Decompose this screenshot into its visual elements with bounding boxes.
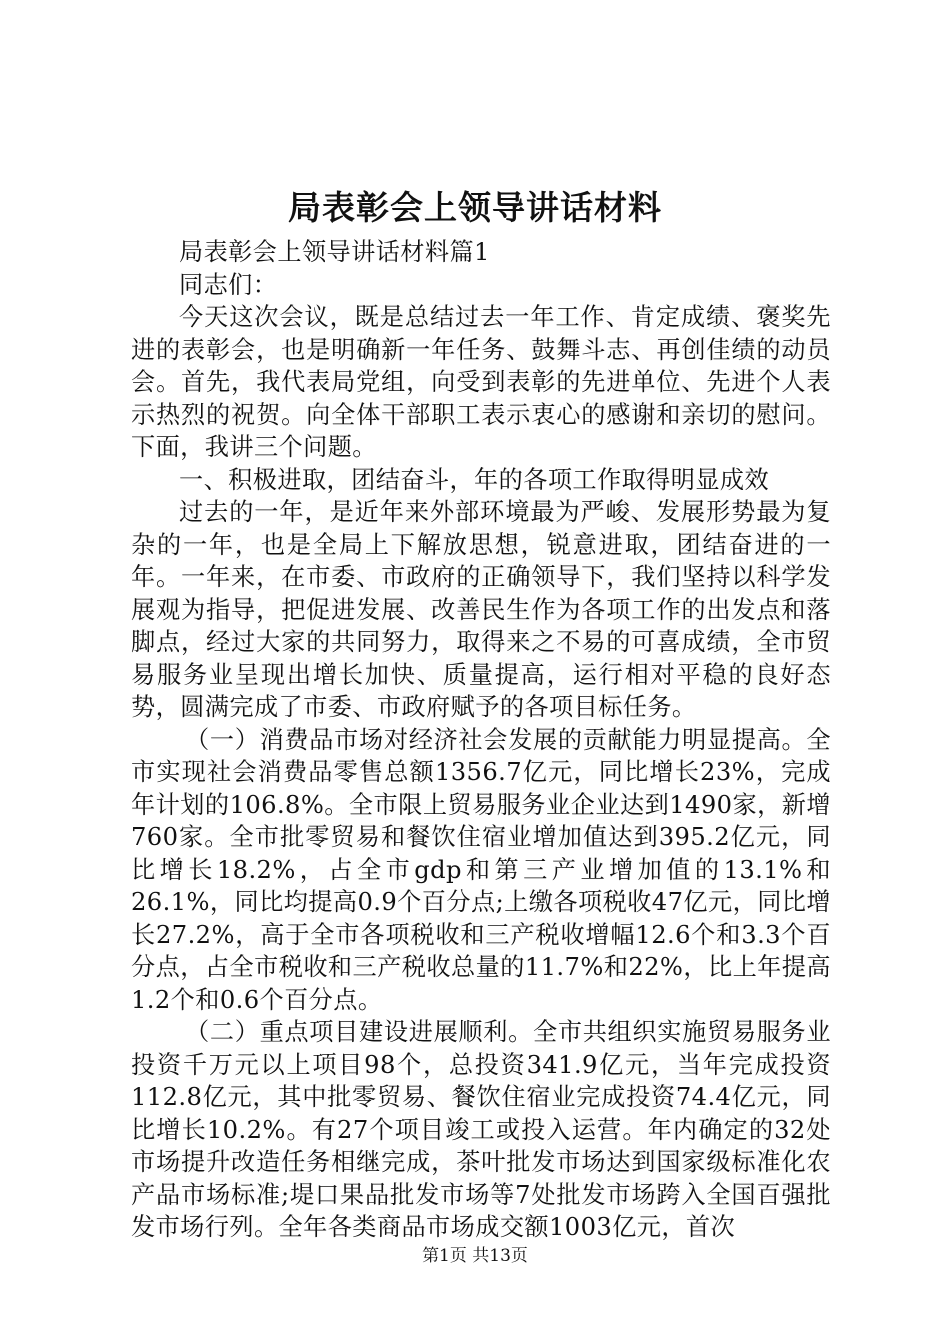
document-title: 局表彰会上领导讲话材料: [288, 188, 662, 227]
greeting: 同志们：: [179, 270, 278, 299]
paragraph-key-projects: （二）重点项目建设进展顺利。全市共组织实施贸易服务业投资千万元以上项目98个，总投资341.9亿元，当年完成投资112.8亿元，其中批零贸易、餐饮住宿业完成投资74.4亿元，同比增长10.2%。有27个项目竣工或投入运营。年内确定的32处市场提升改造任务相继完成，茶叶批发市场达到国家级标准化农产品市场标准;堤口果品批发市场等7处批发市场跨入全国百强批发市场行列。全年各类商品市场成交额1003亿元，首次: [131, 1018, 831, 1241]
document-subtitle: 局表彰会上领导讲话材料篇1: [179, 238, 490, 266]
paragraph-review: 过去的一年，是近年来外部环境最为严峻、发展形势最为复杂的一年，也是全局上下解放思想，锐意进取，团结奋进的一年。一年来，在市委、市政府的正确领导下，我们坚持以科学发展观为指导，把促进发展、改善民生作为各项工作的出发点和落脚点，经过大家的共同努力，取得来之不易的可喜成绩，全市贸易服务业呈现出增长加快、质量提高，运行相对平稳的良好态势，圆满完成了市委、市政府赋予的各项目标任务。: [131, 498, 831, 721]
document-body: [131, 236, 831, 1244]
section-heading-1: 一、积极进取，团结奋斗，年的各项工作取得明显成效: [179, 465, 770, 494]
paragraph-consumer-market: （一）消费品市场对经济社会发展的贡献能力明显提高。全市实现社会消费品零售总额1356.7亿元，同比增长23%，完成年计划的106.8%。全市限上贸易服务业企业达到1490家，新增760家。全市批零贸易和餐饮住宿业增加值达到395.2亿元，同比增长18.2%，占全市gdp和第三产业增加值的13.1%和26.1%，同比均提高0.9个百分点;上缴各项税收47亿元，同比增长27.2%，高于全市各项税收和三产税收增幅12.6个和3.3个百分点，占全市税收和三产税收总量的11.7%和22%，比上年提高1.2个和0.6个百分点。: [131, 725, 831, 1014]
page-footer: 第1页 共13页: [422, 1246, 528, 1266]
paragraph-intro: 今天这次会议，既是总结过去一年工作、肯定成绩、褒奖先进的表彰会，也是明确新一年任务、鼓舞斗志、再创佳绩的动员会。首先，我代表局党组，向受到表彰的先进单位、先进个人表示热烈的祝贺。向全体干部职工表示衷心的感谢和亲切的慰问。下面，我讲三个问题。: [131, 303, 831, 461]
